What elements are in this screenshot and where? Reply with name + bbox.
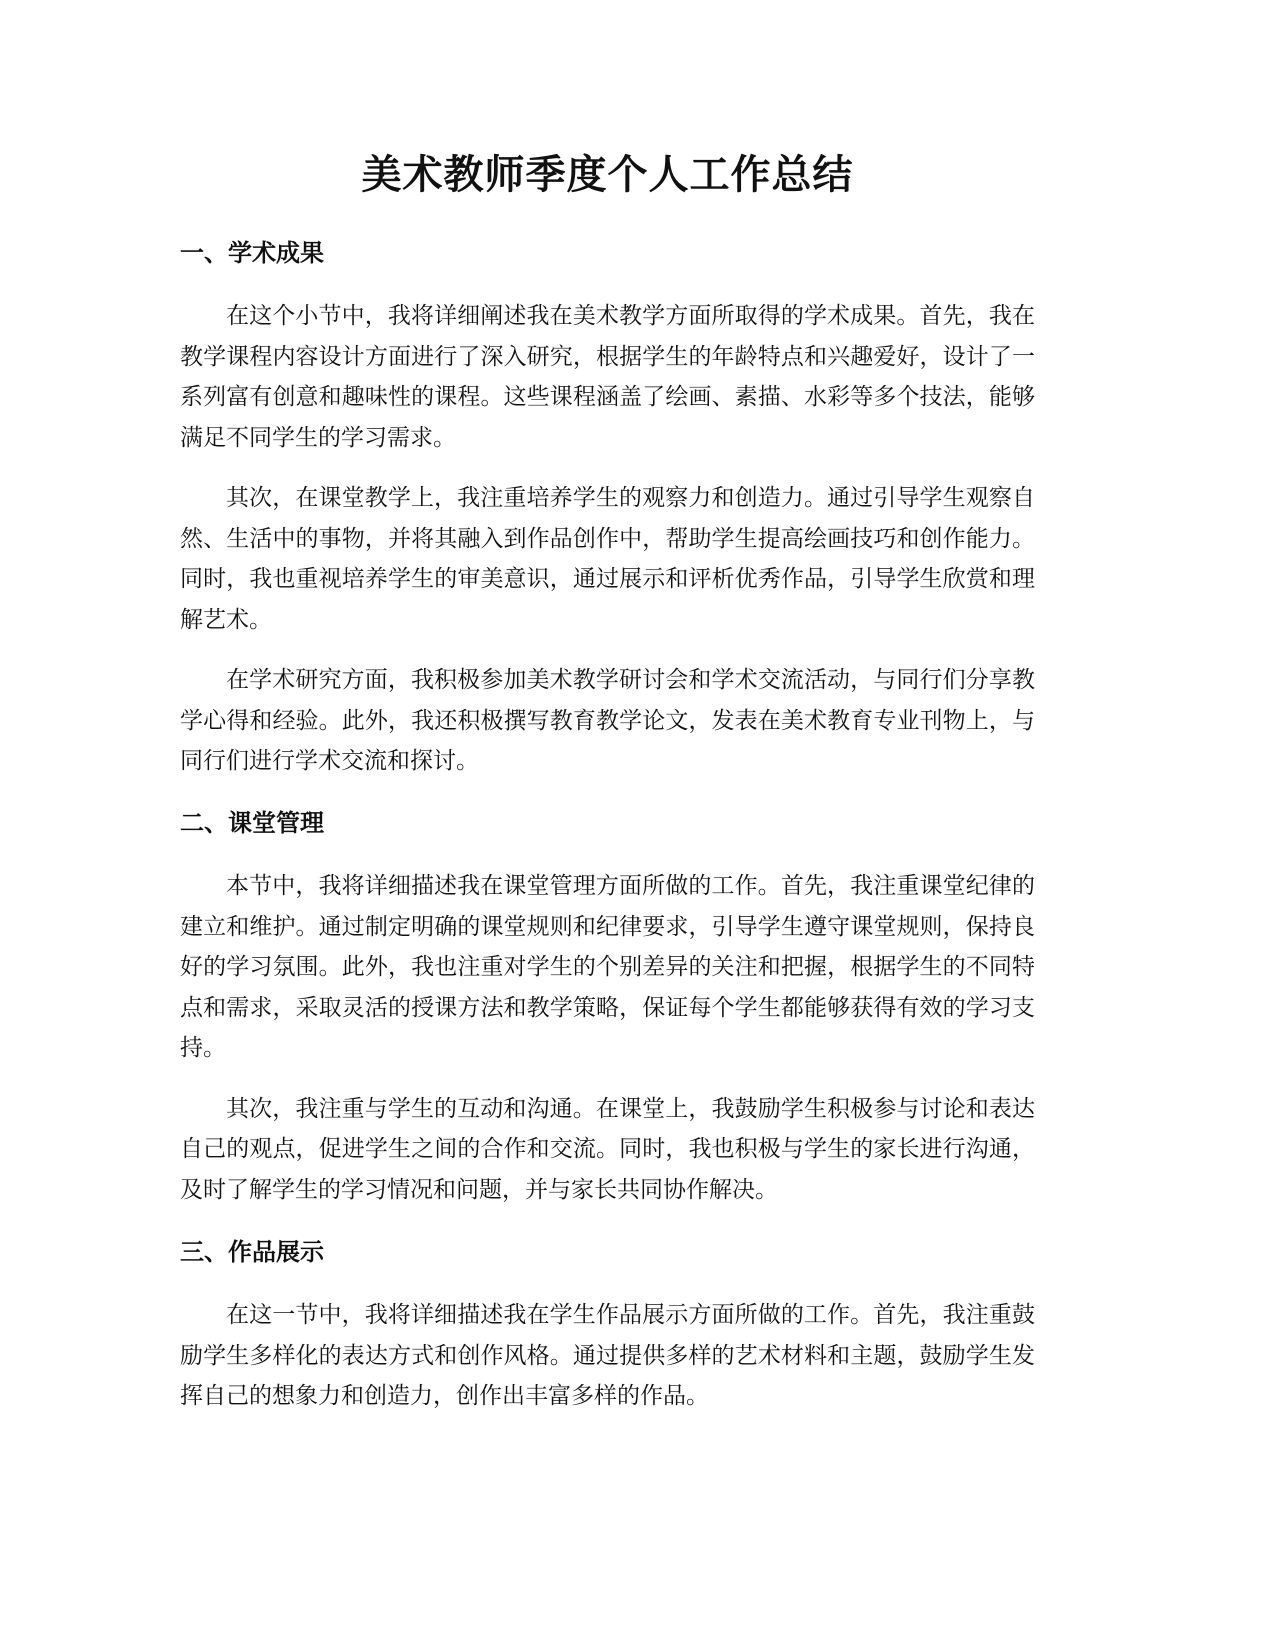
paragraph: 在这一节中，我将详细描述我在学生作品展示方面所做的工作。首先，我注重鼓励学生多样化的表达方式和创作风格。通过提供多样的艺术材料和主题，鼓励学生发挥自己的想象力和创造力，创作出丰富多样的作品。 [180, 1302, 1035, 1409]
paragraph: 在这个小节中，我将详细阐述我在美术教学方面所取得的学术成果。首先，我在教学课程内容设计方面进行了深入研究，根据学生的年龄特点和兴趣爱好，设计了一系列富有创意和趣味性的课程。这些课程涵盖了绘画、素描、水彩等多个技法，能够满足不同学生的学习需求。 [180, 303, 1035, 451]
section-classroom-management [180, 806, 1035, 1210]
document-title: 美术教师季度个人工作总结 [361, 152, 854, 198]
paragraph: 其次，我注重与学生的互动和沟通。在课堂上，我鼓励学生积极参与讨论和表达自己的观点，促进学生之间的合作和交流。同时，我也积极与学生的家长进行沟通，及时了解学生的学习情况和问题，并与家长共同协作解决。 [180, 1095, 1035, 1203]
section-academic-achievements [180, 236, 1035, 782]
section-work-exhibition [180, 1235, 1035, 1417]
paragraph: 本节中，我将详细描述我在课堂管理方面所做的工作。首先，我注重课堂纪律的建立和维护。通过制定明确的课堂规则和纪律要求，引导学生遵守课堂规则，保持良好的学习氛围。此外，我也注重对学生的个别差异的关注和把握，根据学生的不同特点和需求，采取灵活的授课方法和教学策略，保证每个学生都能够获得有效的学习支持。 [180, 873, 1035, 1061]
section-heading: 二、课堂管理 [180, 809, 324, 837]
section-heading: 三、作品展示 [180, 1238, 324, 1266]
paragraph: 在学术研究方面，我积极参加美术教学研讨会和学术交流活动，与同行们分享教学心得和经验。此外，我还积极撰写教育教学论文，发表在美术教育专业刊物上，与同行们进行学术交流和探讨。 [180, 667, 1035, 774]
paragraph: 其次，在课堂教学上，我注重培养学生的观察力和创造力。通过引导学生观察自然、生活中的事物，并将其融入到作品创作中，帮助学生提高绘画技巧和创作能力。同时，我也重视培养学生的审美意识，通过展示和评析优秀作品，引导学生欣赏和理解艺术。 [180, 485, 1035, 633]
section-heading: 一、学术成果 [180, 239, 324, 267]
